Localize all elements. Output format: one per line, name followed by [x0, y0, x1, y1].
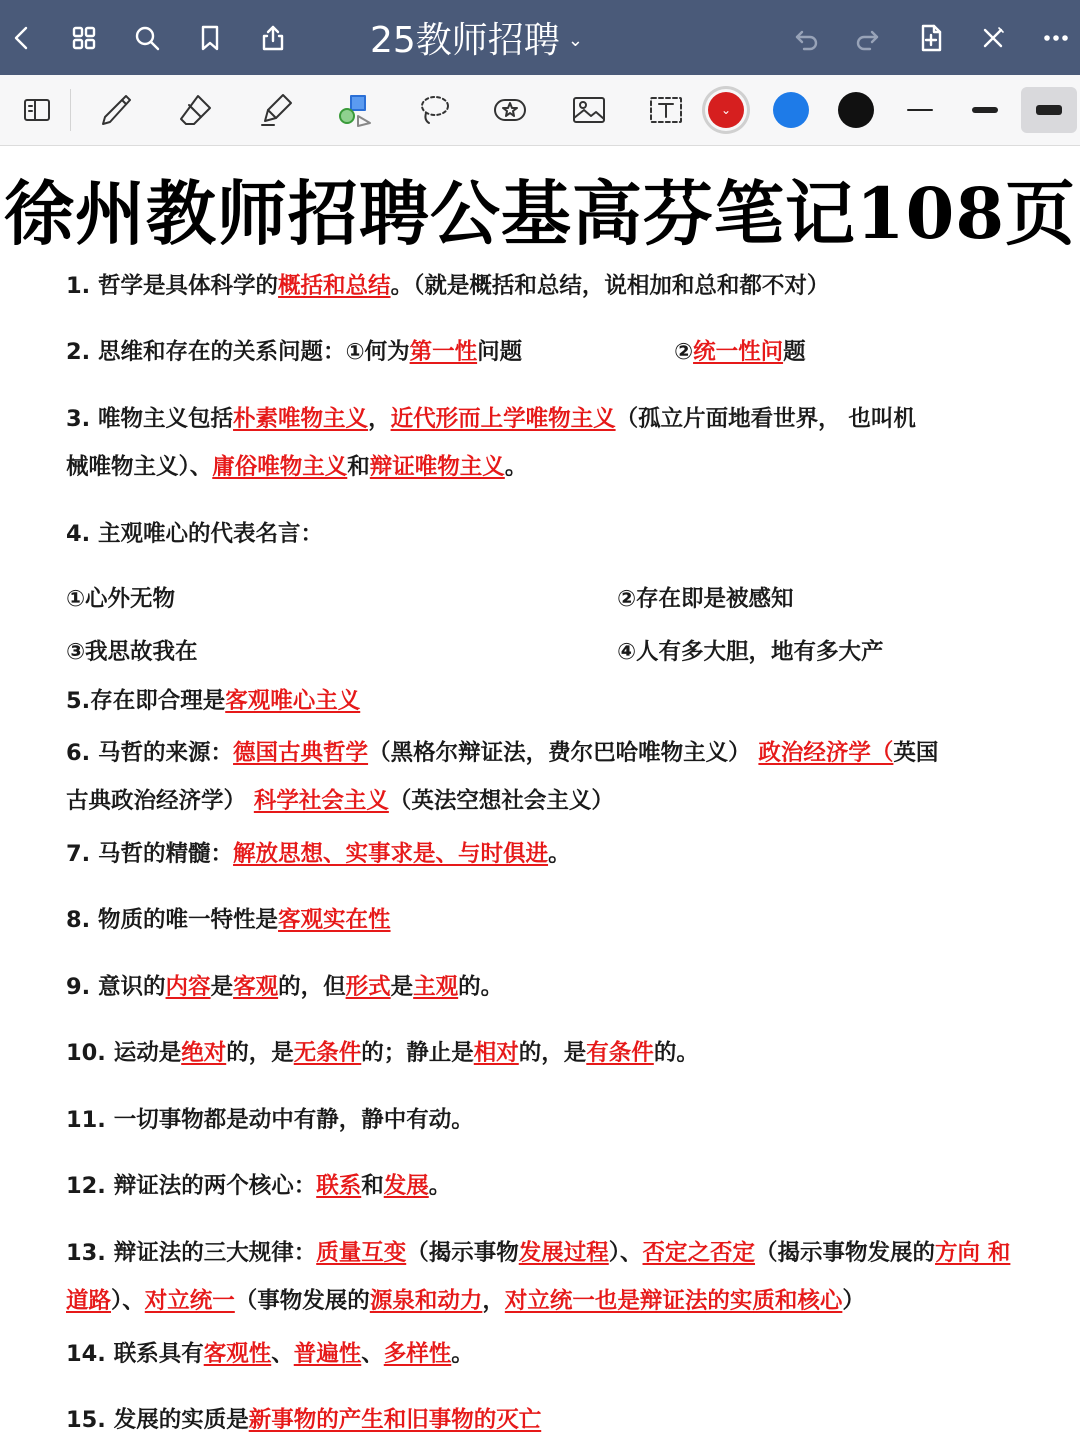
note-text: 14. 联系具有 [66, 1341, 204, 1367]
key-term: 联系 [316, 1173, 362, 1199]
eraser-icon[interactable] [170, 85, 222, 135]
note-text: 。 [548, 841, 571, 867]
color-swatch-black[interactable] [838, 92, 874, 128]
key-term: 发展 [383, 1173, 429, 1199]
note-line-8 [66, 902, 391, 934]
key-term: 质量互变 [316, 1240, 407, 1266]
sticker-icon[interactable] [484, 85, 536, 135]
key-term: 概括和总结 [278, 273, 391, 299]
document-title[interactable] [370, 14, 583, 60]
note-line-6b [66, 783, 614, 815]
key-term: 多样性 [383, 1341, 452, 1367]
note-line-12 [66, 1168, 451, 1200]
key-term: 新事物的产生和旧事物的灭亡 [248, 1407, 542, 1433]
key-term: 绝对 [181, 1040, 227, 1066]
key-term: 相对 [473, 1040, 519, 1066]
note-line-10 [66, 1035, 699, 1067]
note-text: 的，是 [226, 1040, 294, 1066]
note-text: 10. 运动是 [66, 1040, 182, 1066]
note-text: ， [368, 406, 391, 432]
note-text: （黑格尔辩证法，费尔巴哈唯物主义） [368, 740, 759, 766]
key-term: 客观性 [203, 1341, 272, 1367]
note-text: ）、 [111, 1288, 145, 1314]
note-line-9 [66, 969, 503, 1001]
stroke-medium[interactable] [957, 87, 1013, 133]
key-term: 普遍性 [293, 1341, 362, 1367]
note-line-7 [66, 836, 571, 868]
note-text: 。 [504, 454, 528, 480]
stroke-thin[interactable] [892, 87, 948, 133]
add-page-icon[interactable] [911, 18, 951, 58]
quote-3 [66, 634, 198, 666]
note-text: 7. 马哲的精髓： [66, 841, 234, 867]
note-line-11 [66, 1102, 474, 1134]
key-term: 方向 和 [935, 1240, 1011, 1266]
key-term: 内容 [165, 974, 211, 1000]
key-term: 统一性问 [693, 339, 784, 365]
note-text: ①心外无物 [66, 586, 176, 612]
key-term: 庸俗唯物主义 [212, 454, 348, 480]
note-text: 3. 唯物主义包括 [66, 406, 234, 432]
note-line-4 [66, 516, 323, 548]
key-term: 源泉和动力 [369, 1288, 483, 1314]
note-text: ③我思故我在 [66, 639, 198, 665]
toolbar-divider [70, 89, 71, 131]
quote-2 [617, 581, 794, 613]
highlighter-icon[interactable] [250, 85, 302, 135]
color-swatch-red[interactable] [708, 92, 744, 128]
note-text: 。 [428, 1173, 452, 1199]
note-line-5 [66, 683, 360, 715]
note-text: 5.存在即合理是 [66, 688, 226, 714]
note-text: 的，是 [518, 1040, 587, 1066]
page-title: 徐州教师招聘公基高芬笔记108页 [3, 172, 1077, 255]
key-term: 辩证唯物主义 [369, 454, 505, 480]
note-text: （事物发展的 [234, 1288, 370, 1314]
note-text: 古典政治经济学） [66, 788, 254, 814]
note-text: 。 [451, 1341, 474, 1367]
stroke-thick[interactable] [1021, 87, 1077, 133]
key-term: 科学社会主义 [253, 788, 389, 814]
key-term: 客观唯心主义 [225, 688, 361, 714]
note-text: 12. 辩证法的两个核心： [66, 1173, 317, 1199]
image-icon[interactable] [563, 85, 615, 135]
note-text: 、 [361, 1341, 384, 1367]
note-text: 15. 发展的实质是 [66, 1407, 249, 1433]
note-text: （揭示事物发展的 [755, 1240, 936, 1266]
note-text: 的，但 [278, 974, 346, 1000]
note-line-14 [66, 1336, 474, 1368]
note-text: 的。 [458, 974, 504, 1000]
tool-bar [0, 75, 1080, 146]
note-text: 11. 一切事物都是动中有静，静中有动。 [66, 1107, 474, 1133]
grid-icon[interactable] [64, 18, 104, 58]
lasso-icon[interactable] [408, 85, 460, 135]
note-line-2a [66, 334, 522, 366]
more-icon[interactable] [1036, 18, 1076, 58]
note-text: 和 [361, 1173, 384, 1199]
quote-1 [66, 581, 175, 613]
share-icon[interactable] [253, 18, 293, 58]
note-line-3b [66, 449, 527, 481]
key-term: 有条件 [586, 1040, 654, 1066]
note-line-6a [66, 735, 938, 767]
note-line-15 [66, 1402, 541, 1434]
note-text: ② [674, 339, 694, 365]
key-term: 近代形而上学唯物主义 [390, 406, 616, 432]
note-text: 问题 [477, 339, 523, 365]
note-line-3a [66, 401, 916, 433]
key-term: 朴素唯物主义 [233, 406, 369, 432]
note-text: 题 [783, 339, 806, 365]
undo-icon[interactable] [786, 18, 826, 58]
chevron-down-icon: ⌄ [720, 103, 732, 117]
key-term: 客观实在性 [278, 907, 391, 933]
key-term: 发展过程 [518, 1240, 609, 1266]
note-text: 、 [271, 1341, 294, 1367]
note-text: （英法空想社会主义） [388, 788, 614, 814]
note-text: 的；静止是 [361, 1040, 474, 1066]
key-term: 对立统一也是辩证法的实质和核心 [504, 1288, 843, 1314]
note-text: 9. 意识的 [66, 974, 166, 1000]
pen-icon[interactable] [90, 85, 142, 135]
note-page [0, 146, 1080, 1440]
document-title-text: 25教师招聘 [370, 19, 560, 61]
note-text: 6. 马哲的来源： [66, 740, 234, 766]
note-text: 4. 主观唯心的代表名言： [66, 521, 324, 547]
note-line-1 [66, 268, 829, 300]
text-icon[interactable] [640, 85, 692, 135]
key-term: 德国古典哲学 [233, 740, 369, 766]
note-line-13a [66, 1235, 1010, 1267]
note-text: 是 [210, 974, 234, 1000]
note-text: 1. 哲学是具体科学的 [66, 273, 279, 299]
chevron-down-icon: ⌄ [567, 29, 583, 51]
key-term: 客观 [233, 974, 279, 1000]
note-text: ②存在即是被感知 [617, 586, 794, 612]
note-text: 是 [390, 974, 414, 1000]
note-text: 和 [347, 454, 370, 480]
note-text: 英国 [893, 740, 939, 766]
key-term: 第一性 [409, 339, 478, 365]
key-term: 对立统一 [144, 1288, 235, 1314]
key-term: 形式 [345, 974, 391, 1000]
key-term: 无条件 [293, 1040, 362, 1066]
top-bar [0, 0, 1080, 75]
note-text: ， [482, 1288, 505, 1314]
note-text: （孤立片面地看世界， 也叫机 [615, 406, 916, 432]
close-icon[interactable] [973, 18, 1013, 58]
search-icon[interactable] [127, 18, 167, 58]
note-text: 的。 [653, 1040, 699, 1066]
note-line-13b [66, 1283, 865, 1315]
color-swatch-blue[interactable] [773, 92, 809, 128]
key-term: 政治经济学（ [758, 740, 894, 766]
key-term: 主观 [413, 974, 459, 1000]
note-text: （揭示事物 [406, 1240, 519, 1266]
bookmark-icon[interactable] [190, 18, 230, 58]
key-term: 道路 [66, 1288, 112, 1314]
note-text: 。（就是概括和总结，说相加和总和都不对） [390, 273, 830, 299]
note-text: ） [842, 1288, 865, 1314]
shapes-icon[interactable] [328, 85, 380, 135]
note-line-2b [674, 334, 806, 366]
note-text: 2. 思维和存在的关系问题：①何为 [66, 339, 410, 365]
note-text: ）、 [608, 1240, 643, 1266]
key-term: 否定之否定 [642, 1240, 756, 1266]
note-text: 械唯物主义）、 [66, 454, 213, 480]
redo-icon[interactable] [848, 18, 888, 58]
quote-4 [617, 634, 884, 666]
note-text: 8. 物质的唯一特性是 [66, 907, 279, 933]
note-text: ④人有多大胆，地有多大产 [617, 639, 884, 665]
note-text: 13. 辩证法的三大规律： [66, 1240, 317, 1266]
key-term: 解放思想、实事求是、与时俱进 [233, 841, 549, 867]
back-icon[interactable] [2, 18, 42, 58]
page-layout-icon[interactable] [12, 85, 64, 135]
